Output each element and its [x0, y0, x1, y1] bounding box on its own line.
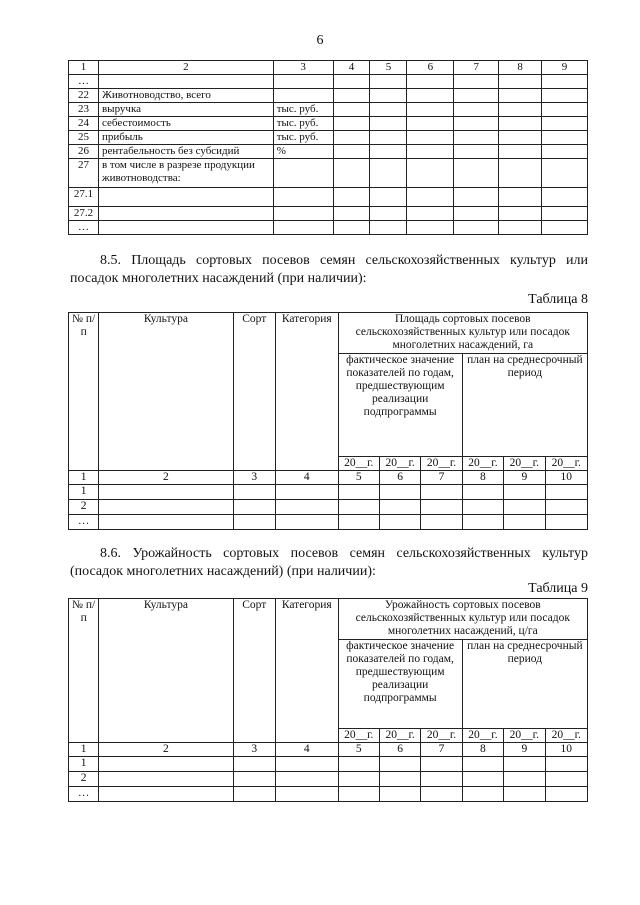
section-8-6-label: 8.6. Урожайность сортовых посевов семян сельскохозяйственных культур (посадок многолетних насаждений) (при наличии):: [70, 546, 588, 579]
col-number: 5: [338, 743, 379, 757]
header-num: № п/п: [69, 599, 99, 743]
row-unit: тыс. руб.: [273, 117, 333, 131]
year-cell: 20__г.: [545, 729, 587, 743]
table-row: [69, 75, 588, 89]
row-number: …: [69, 221, 99, 235]
col-number: 10: [545, 743, 587, 757]
row-name: в том числе в разрезе продукции животноводства:: [98, 159, 273, 188]
col-number: 1: [69, 743, 99, 757]
header-sort: Сорт: [233, 313, 275, 471]
row-unit: [273, 89, 333, 103]
header-fact: фактическое значение показателей по годам, предшествующим реализации подпрограммы: [338, 354, 462, 457]
col-number: 9: [504, 471, 545, 485]
col-number: 3: [233, 743, 275, 757]
row-number: 1: [69, 757, 99, 772]
row-number: 25: [69, 131, 99, 145]
header-category: Категория: [275, 313, 338, 471]
col-number: 4: [275, 743, 338, 757]
row-name: прибыль: [98, 131, 273, 145]
row-number: 27: [69, 159, 99, 188]
table-row: [69, 131, 588, 145]
row-number: 22: [69, 89, 99, 103]
row-name: [98, 221, 273, 235]
header-category: Категория: [275, 599, 338, 743]
col-header: 6: [407, 61, 454, 75]
col-number: 1: [69, 471, 99, 485]
table-row: [69, 221, 588, 235]
year-cell: 20__г.: [504, 457, 545, 471]
col-number: 5: [338, 471, 379, 485]
year-cell: 20__г.: [379, 457, 420, 471]
livestock-table: [68, 60, 588, 235]
header-area: Площадь сортовых посевов сельскохозяйственных культур или посадок многолетних насаждений, га: [338, 313, 587, 354]
table-9: [68, 598, 588, 802]
col-number: 6: [379, 743, 420, 757]
table-8-caption: Таблица 8: [528, 292, 588, 307]
section-8-6-text: [70, 545, 588, 581]
table-row: [69, 159, 588, 188]
row-number: …: [69, 75, 99, 89]
row-unit: [273, 159, 333, 188]
row-unit: %: [273, 145, 333, 159]
header-row: [69, 61, 588, 75]
year-cell: 20__г.: [338, 457, 379, 471]
table-row: [69, 188, 588, 207]
header-plan: план на среднесрочный период: [462, 354, 587, 457]
table-row: [69, 103, 588, 117]
row-name: рентабельность без субсидий: [98, 145, 273, 159]
row-unit: [273, 221, 333, 235]
col-number: 3: [233, 471, 275, 485]
table-row: [69, 145, 588, 159]
col-number: 2: [99, 743, 233, 757]
table-row: [69, 117, 588, 131]
year-cell: 20__г.: [462, 729, 503, 743]
col-number-row: [69, 471, 588, 485]
col-header: 4: [333, 61, 370, 75]
col-number: 2: [99, 471, 233, 485]
col-header: 2: [98, 61, 273, 75]
row-number: 27.2: [69, 207, 99, 221]
table-row: [69, 485, 588, 500]
row-name: выручка: [98, 103, 273, 117]
year-cell: 20__г.: [545, 457, 587, 471]
col-number: 7: [421, 743, 462, 757]
row-number: 1: [69, 485, 99, 500]
col-number: 9: [504, 743, 545, 757]
table-row: [69, 500, 588, 515]
year-cell: 20__г.: [421, 729, 462, 743]
row-name: Животноводство, всего: [98, 89, 273, 103]
section-8-5-label: 8.5. Площадь сортовых посевов семян сельскохозяйственных культур или посадок многолетних насаждений (при наличии):: [70, 253, 588, 286]
col-header: 5: [370, 61, 407, 75]
col-header: 1: [69, 61, 99, 75]
row-unit: тыс. руб.: [273, 103, 333, 117]
col-header: 8: [499, 61, 542, 75]
row-unit: [273, 188, 333, 207]
year-cell: 20__г.: [504, 729, 545, 743]
year-cell: 20__г.: [421, 457, 462, 471]
header-num: № п/п: [69, 313, 99, 471]
row-unit: [273, 75, 333, 89]
header-plan: план на среднесрочный период: [462, 640, 587, 729]
col-number: 10: [545, 471, 587, 485]
col-number: 8: [462, 743, 503, 757]
header-fact: фактическое значение показателей по годам, предшествующим реализации подпрограммы: [338, 640, 462, 729]
col-number: 7: [421, 471, 462, 485]
col-header: 3: [273, 61, 333, 75]
table-row: [69, 207, 588, 221]
header-sort: Сорт: [233, 599, 275, 743]
row-name: [98, 75, 273, 89]
row-number: …: [69, 787, 99, 802]
header-yield: Урожайность сортовых посевов сельскохозяйственных культур или посадок многолетних насаждений, ц/га: [338, 599, 587, 640]
row-number: 2: [69, 772, 99, 787]
year-cell: 20__г.: [462, 457, 503, 471]
row-number: 2: [69, 500, 99, 515]
table-row: [69, 757, 588, 772]
row-number: …: [69, 515, 99, 530]
header-culture: Культура: [99, 599, 233, 743]
header-culture: Культура: [99, 313, 233, 471]
table-row: [69, 772, 588, 787]
col-number-row: [69, 743, 588, 757]
row-number: 27.1: [69, 188, 99, 207]
col-header: 9: [542, 61, 588, 75]
col-number: 6: [379, 471, 420, 485]
row-unit: [273, 207, 333, 221]
row-name: себестоимость: [98, 117, 273, 131]
table-9-caption: Таблица 9: [528, 581, 588, 596]
section-8-5-text: [70, 252, 588, 288]
col-header: 7: [454, 61, 499, 75]
row-number: 23: [69, 103, 99, 117]
year-cell: 20__г.: [338, 729, 379, 743]
row-number: 24: [69, 117, 99, 131]
table-8: [68, 312, 588, 530]
row-unit: тыс. руб.: [273, 131, 333, 145]
col-number: 4: [275, 471, 338, 485]
table-row: [69, 89, 588, 103]
year-cell: 20__г.: [379, 729, 420, 743]
row-name: [98, 207, 273, 221]
col-number: 8: [462, 471, 503, 485]
page-number: 6: [316, 33, 324, 48]
table-row: [69, 515, 588, 530]
table-row: [69, 787, 588, 802]
row-name: [98, 188, 273, 207]
row-number: 26: [69, 145, 99, 159]
